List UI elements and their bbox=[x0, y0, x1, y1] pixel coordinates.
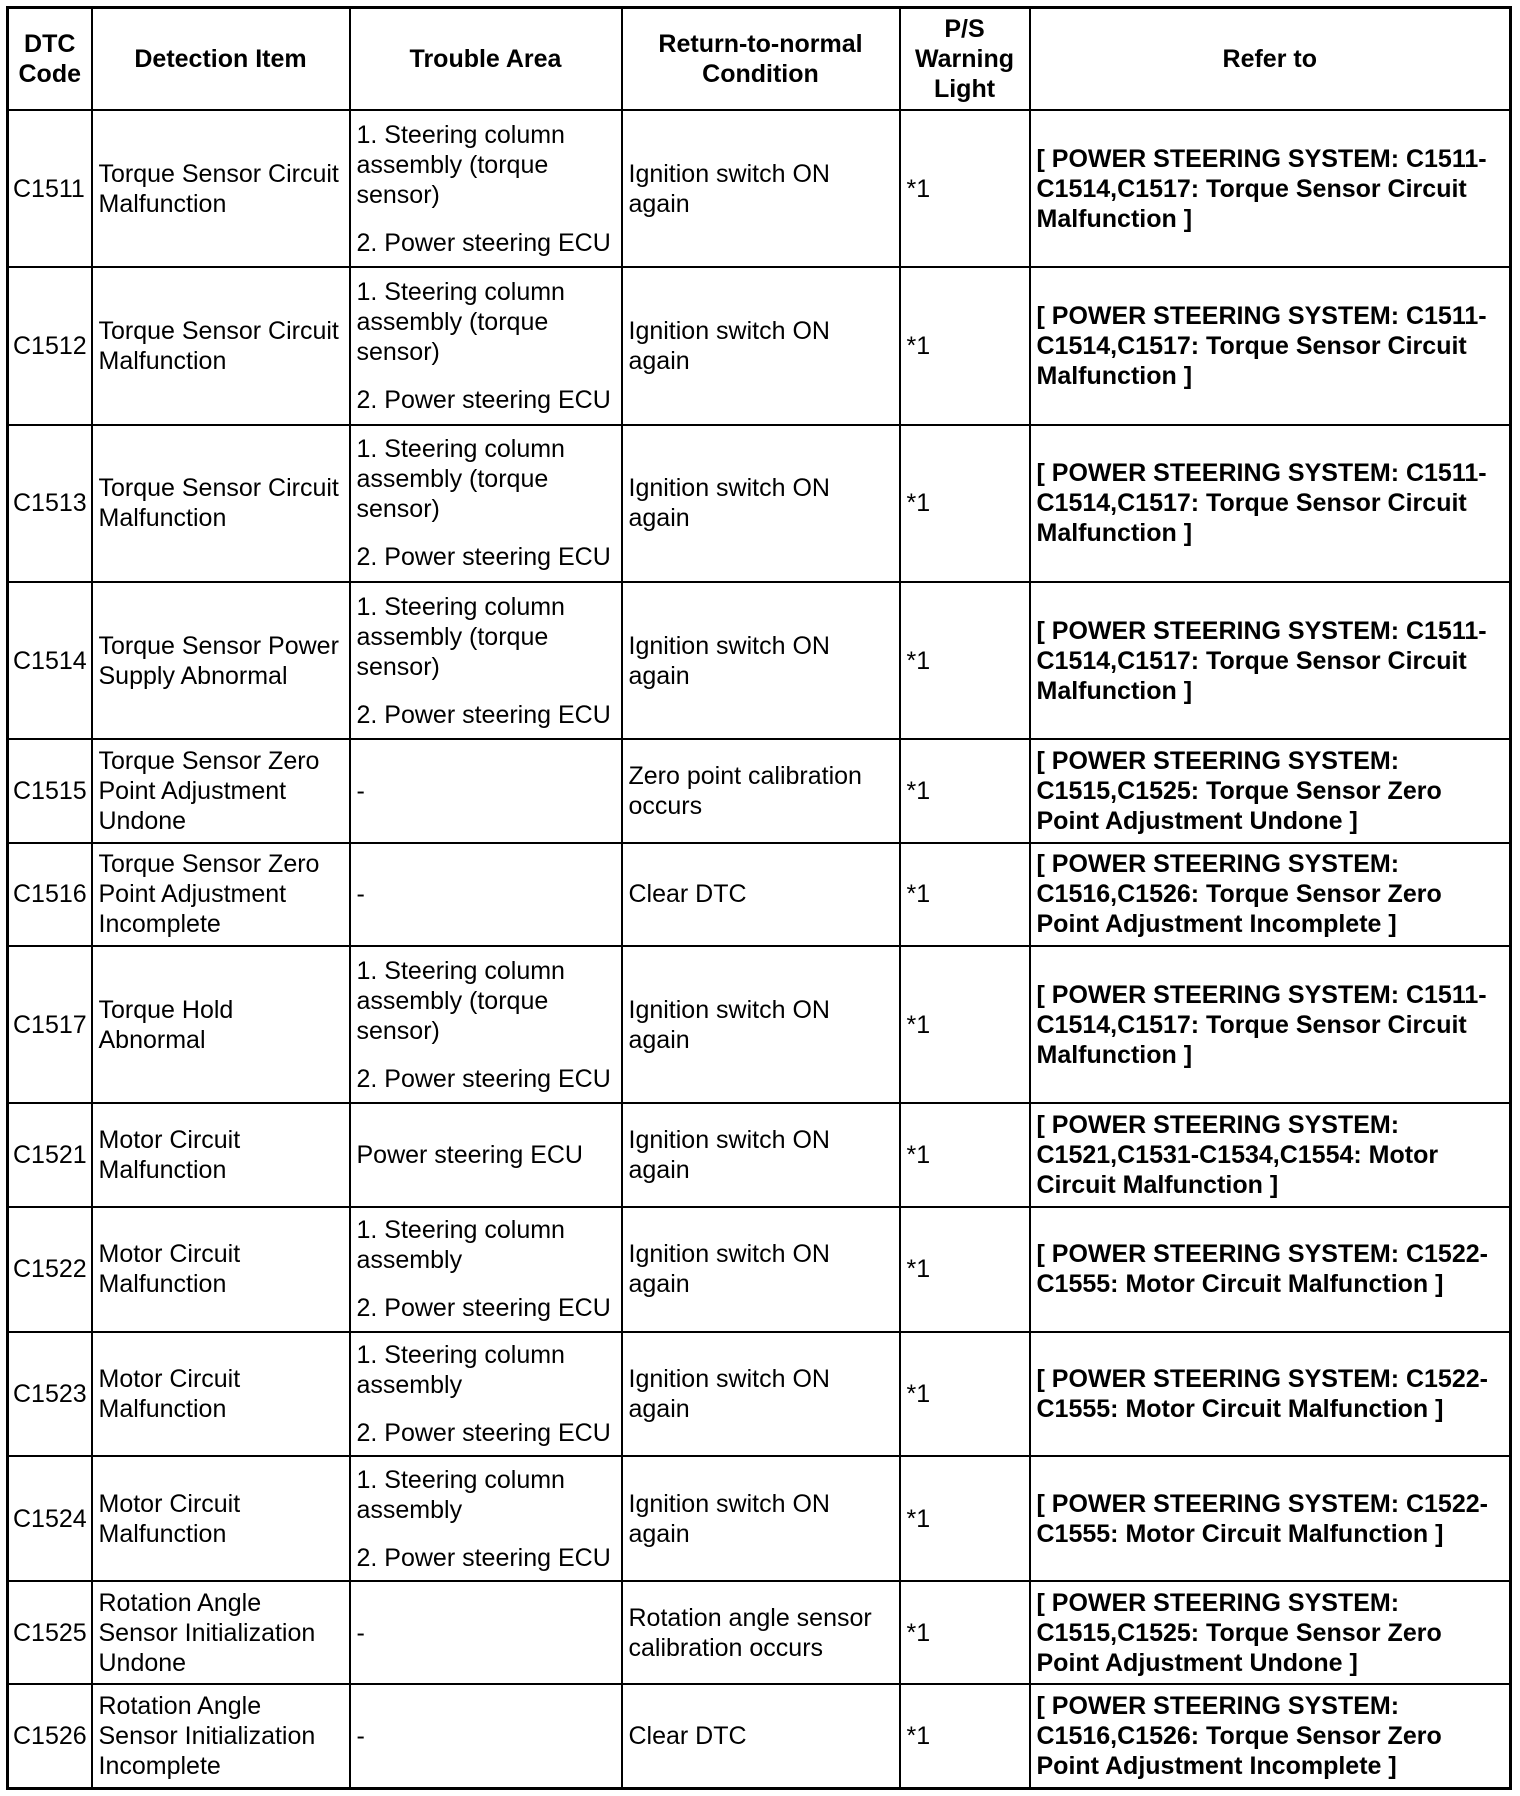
dtc-code-cell: C1511 bbox=[8, 110, 92, 267]
detection-item-cell: Torque Sensor Power Supply Abnormal bbox=[92, 582, 350, 739]
return-condition-cell: Ignition switch ON again bbox=[622, 1103, 900, 1206]
dtc-code-cell: C1515 bbox=[8, 739, 92, 842]
refer-to-cell: [ POWER STEERING SYSTEM: C1511-C1514,C1517: Torque Sensor Circuit Malfunction ] bbox=[1030, 582, 1511, 739]
table-row bbox=[8, 425, 1511, 582]
detection-item-cell: Motor Circuit Malfunction bbox=[92, 1456, 350, 1581]
trouble-area-line: 1. Steering column assembly (torque sensor) bbox=[356, 592, 565, 681]
trouble-area-line: 1. Steering column assembly (torque sensor) bbox=[356, 120, 565, 209]
header-return-condition: Return-to-normal Condition bbox=[622, 8, 900, 111]
trouble-area-cell bbox=[350, 843, 622, 946]
trouble-area-line: 2. Power steering ECU bbox=[356, 228, 611, 257]
dtc-code-cell: C1524 bbox=[8, 1456, 92, 1581]
table-row bbox=[8, 739, 1511, 842]
trouble-area-line: 2. Power steering ECU bbox=[356, 1543, 611, 1572]
dtc-code-cell: C1512 bbox=[8, 267, 92, 424]
refer-to-cell: [ POWER STEERING SYSTEM: C1511-C1514,C1517: Torque Sensor Circuit Malfunction ] bbox=[1030, 425, 1511, 582]
ps-warning-light-cell: *1 bbox=[900, 739, 1030, 842]
return-condition-cell: Ignition switch ON again bbox=[622, 582, 900, 739]
table-row bbox=[8, 1332, 1511, 1457]
return-condition-cell: Clear DTC bbox=[622, 843, 900, 946]
table-row bbox=[8, 267, 1511, 424]
ps-warning-light-cell: *1 bbox=[900, 110, 1030, 267]
dtc-code-cell: C1525 bbox=[8, 1581, 92, 1684]
trouble-area-line: 2. Power steering ECU bbox=[356, 700, 611, 729]
table-row bbox=[8, 1581, 1511, 1684]
ps-warning-light-cell: *1 bbox=[900, 843, 1030, 946]
refer-to-cell: [ POWER STEERING SYSTEM: C1511-C1514,C1517: Torque Sensor Circuit Malfunction ] bbox=[1030, 267, 1511, 424]
ps-warning-light-cell: *1 bbox=[900, 1207, 1030, 1332]
table-row bbox=[8, 946, 1511, 1103]
trouble-area-line: - bbox=[356, 880, 365, 909]
return-condition-cell: Zero point calibration occurs bbox=[622, 739, 900, 842]
table-row bbox=[8, 843, 1511, 946]
trouble-area-cell bbox=[350, 1684, 622, 1788]
ps-warning-light-cell: *1 bbox=[900, 267, 1030, 424]
trouble-area-line: 1. Steering column assembly bbox=[356, 1216, 565, 1275]
return-condition-cell: Clear DTC bbox=[622, 1684, 900, 1788]
detection-item-cell: Motor Circuit Malfunction bbox=[92, 1332, 350, 1457]
dtc-code-cell: C1522 bbox=[8, 1207, 92, 1332]
return-condition-cell: Ignition switch ON again bbox=[622, 110, 900, 267]
detection-item-cell: Motor Circuit Malfunction bbox=[92, 1103, 350, 1206]
trouble-area-cell bbox=[350, 1207, 622, 1332]
dtc-code-cell: C1517 bbox=[8, 946, 92, 1103]
table-header bbox=[8, 8, 1511, 111]
refer-to-cell: [ POWER STEERING SYSTEM: C1522-C1555: Motor Circuit Malfunction ] bbox=[1030, 1207, 1511, 1332]
trouble-area-cell bbox=[350, 1581, 622, 1684]
trouble-area-line: 2. Power steering ECU bbox=[356, 1294, 611, 1323]
detection-item-cell: Torque Hold Abnormal bbox=[92, 946, 350, 1103]
header-ps-warning-light: P/S Warning Light bbox=[900, 8, 1030, 111]
header-refer-to: Refer to bbox=[1030, 8, 1511, 111]
ps-warning-light-cell: *1 bbox=[900, 425, 1030, 582]
header-trouble-area: Trouble Area bbox=[350, 8, 622, 111]
detection-item-cell: Torque Sensor Zero Point Adjustment Incomplete bbox=[92, 843, 350, 946]
detection-item-cell: Motor Circuit Malfunction bbox=[92, 1207, 350, 1332]
refer-to-cell: [ POWER STEERING SYSTEM: C1515,C1525: Torque Sensor Zero Point Adjustment Undone ] bbox=[1030, 739, 1511, 842]
dtc-code-cell: C1513 bbox=[8, 425, 92, 582]
header-dtc-code: DTC Code bbox=[8, 8, 92, 111]
ps-warning-light-cell: *1 bbox=[900, 582, 1030, 739]
return-condition-cell: Ignition switch ON again bbox=[622, 267, 900, 424]
return-condition-cell: Ignition switch ON again bbox=[622, 1207, 900, 1332]
ps-warning-light-cell: *1 bbox=[900, 1581, 1030, 1684]
trouble-area-line: 2. Power steering ECU bbox=[356, 385, 611, 414]
trouble-area-cell bbox=[350, 267, 622, 424]
detection-item-cell: Torque Sensor Zero Point Adjustment Undone bbox=[92, 739, 350, 842]
detection-item-cell: Torque Sensor Circuit Malfunction bbox=[92, 110, 350, 267]
table-row bbox=[8, 582, 1511, 739]
detection-item-cell: Torque Sensor Circuit Malfunction bbox=[92, 267, 350, 424]
dtc-table bbox=[6, 6, 1512, 1790]
trouble-area-cell bbox=[350, 1456, 622, 1581]
trouble-area-cell bbox=[350, 110, 622, 267]
trouble-area-cell bbox=[350, 739, 622, 842]
dtc-code-cell: C1526 bbox=[8, 1684, 92, 1788]
trouble-area-line: 2. Power steering ECU bbox=[356, 1064, 611, 1093]
table-row bbox=[8, 1684, 1511, 1788]
table-row bbox=[8, 110, 1511, 267]
trouble-area-line: 1. Steering column assembly (torque sensor) bbox=[356, 435, 565, 524]
header-detection-item: Detection Item bbox=[92, 8, 350, 111]
ps-warning-light-cell: *1 bbox=[900, 1103, 1030, 1206]
refer-to-cell: [ POWER STEERING SYSTEM: C1516,C1526: Torque Sensor Zero Point Adjustment Incomplete ] bbox=[1030, 1684, 1511, 1788]
table-row bbox=[8, 1207, 1511, 1332]
trouble-area-line: Power steering ECU bbox=[356, 1141, 583, 1170]
trouble-area-line: - bbox=[356, 1722, 365, 1751]
return-condition-cell: Ignition switch ON again bbox=[622, 425, 900, 582]
trouble-area-line: - bbox=[356, 1618, 365, 1647]
return-condition-cell: Rotation angle sensor calibration occurs bbox=[622, 1581, 900, 1684]
refer-to-cell: [ POWER STEERING SYSTEM: C1522-C1555: Motor Circuit Malfunction ] bbox=[1030, 1456, 1511, 1581]
trouble-area-cell bbox=[350, 425, 622, 582]
trouble-area-cell bbox=[350, 946, 622, 1103]
refer-to-cell: [ POWER STEERING SYSTEM: C1511-C1514,C1517: Torque Sensor Circuit Malfunction ] bbox=[1030, 946, 1511, 1103]
detection-item-cell: Rotation Angle Sensor Initialization Undone bbox=[92, 1581, 350, 1684]
dtc-code-cell: C1516 bbox=[8, 843, 92, 946]
refer-to-cell: [ POWER STEERING SYSTEM: C1511-C1514,C1517: Torque Sensor Circuit Malfunction ] bbox=[1030, 110, 1511, 267]
return-condition-cell: Ignition switch ON again bbox=[622, 1332, 900, 1457]
trouble-area-line: 1. Steering column assembly bbox=[356, 1340, 565, 1399]
refer-to-cell: [ POWER STEERING SYSTEM: C1515,C1525: Torque Sensor Zero Point Adjustment Undone ] bbox=[1030, 1581, 1511, 1684]
trouble-area-line: 1. Steering column assembly (torque sensor) bbox=[356, 956, 565, 1045]
table-body bbox=[8, 110, 1511, 1789]
detection-item-cell: Torque Sensor Circuit Malfunction bbox=[92, 425, 350, 582]
dtc-code-cell: C1523 bbox=[8, 1332, 92, 1457]
dtc-code-cell: C1521 bbox=[8, 1103, 92, 1206]
trouble-area-line: - bbox=[356, 777, 365, 805]
refer-to-cell: [ POWER STEERING SYSTEM: C1516,C1526: Torque Sensor Zero Point Adjustment Incomplete ] bbox=[1030, 843, 1511, 946]
header-row bbox=[8, 8, 1511, 111]
table-row bbox=[8, 1103, 1511, 1206]
ps-warning-light-cell: *1 bbox=[900, 946, 1030, 1103]
trouble-area-line: 1. Steering column assembly (torque sensor) bbox=[356, 277, 565, 366]
trouble-area-line: 2. Power steering ECU bbox=[356, 543, 611, 572]
refer-to-cell: [ POWER STEERING SYSTEM: C1521,C1531-C1534,C1554: Motor Circuit Malfunction ] bbox=[1030, 1103, 1511, 1206]
table-row bbox=[8, 1456, 1511, 1581]
return-condition-cell: Ignition switch ON again bbox=[622, 1456, 900, 1581]
detection-item-cell: Rotation Angle Sensor Initialization Incomplete bbox=[92, 1684, 350, 1788]
trouble-area-line: 2. Power steering ECU bbox=[356, 1418, 611, 1447]
dtc-code-cell: C1514 bbox=[8, 582, 92, 739]
trouble-area-cell bbox=[350, 1332, 622, 1457]
return-condition-cell: Ignition switch ON again bbox=[622, 946, 900, 1103]
trouble-area-line: 1. Steering column assembly bbox=[356, 1465, 565, 1524]
trouble-area-cell bbox=[350, 1103, 622, 1206]
ps-warning-light-cell: *1 bbox=[900, 1684, 1030, 1788]
ps-warning-light-cell: *1 bbox=[900, 1332, 1030, 1457]
trouble-area-cell bbox=[350, 582, 622, 739]
refer-to-cell: [ POWER STEERING SYSTEM: C1522-C1555: Motor Circuit Malfunction ] bbox=[1030, 1332, 1511, 1457]
ps-warning-light-cell: *1 bbox=[900, 1456, 1030, 1581]
